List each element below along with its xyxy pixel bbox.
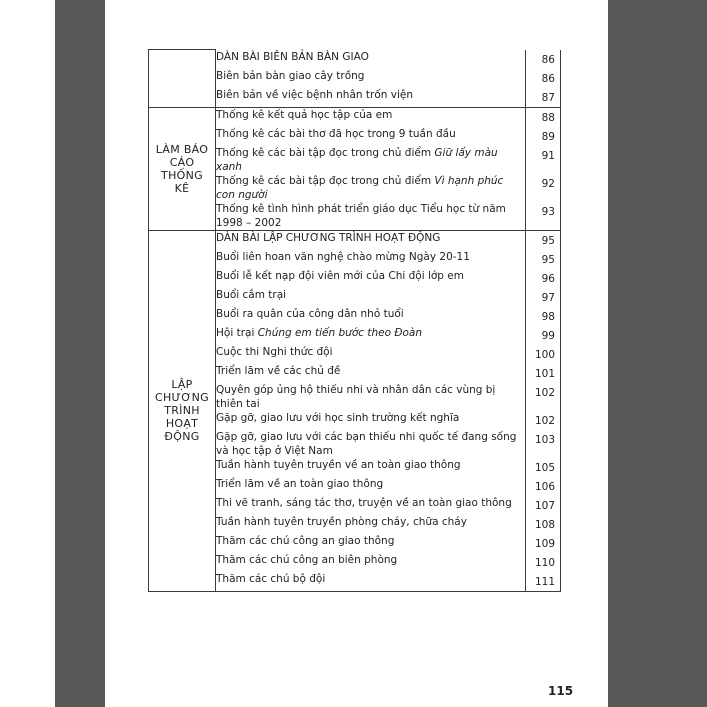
entry-title-text: Thống kê tình hình phát triển giáo dục Tiểu học từ năm 1998 – 2002	[216, 202, 506, 229]
entry-page-number: 98	[526, 307, 561, 326]
entry-page-number: 105	[526, 458, 561, 477]
section-label-line: HOẠT	[165, 417, 199, 430]
entry-title	[216, 288, 526, 307]
entry-title	[216, 127, 526, 146]
entry-page-number: 89	[526, 127, 561, 146]
entry-page-number: 91	[526, 146, 561, 174]
entry-page-number: 97	[526, 288, 561, 307]
entry-title-text: Triển lãm về an toàn giao thông	[216, 477, 384, 490]
entry-page-number: 96	[526, 269, 561, 288]
section-label	[149, 107, 216, 230]
entry-title	[216, 107, 526, 127]
entry-title	[216, 515, 526, 534]
entry-title-text: Hội trại	[216, 326, 258, 339]
section-label-line: LẬP	[171, 378, 193, 391]
entry-title	[216, 430, 526, 458]
section-label-line: CÁO	[169, 155, 195, 169]
entry-title	[216, 326, 526, 345]
entry-title-text: Quyên góp ủng hộ thiếu nhi và nhân dân các vùng bị thiên tai	[216, 383, 496, 410]
entry-title-italic: Chúng em tiến bước theo Đoàn	[257, 326, 423, 339]
entry-page-number: 99	[526, 326, 561, 345]
entry-title	[216, 250, 526, 269]
entry-title	[216, 88, 526, 108]
entry-title-text: Thi vẽ tranh, sáng tác thơ, truyện về an toàn giao thông	[216, 496, 512, 509]
entry-page-number: 95	[526, 250, 561, 269]
entry-page-number: 86	[526, 69, 561, 88]
entry-page-number: 102	[526, 411, 561, 430]
page-number: 115	[548, 684, 574, 698]
entry-page-number: 95	[526, 230, 561, 250]
section-label-line: THỐNG	[161, 168, 203, 182]
entry-title-text: Thống kê các bài tập đọc trong chủ điểm	[216, 146, 435, 159]
entry-title	[216, 572, 526, 592]
section-label-line: CHƯƠNG	[155, 391, 209, 404]
entry-page-number: 93	[526, 202, 561, 231]
section-label-line: TRÌNH	[164, 404, 200, 417]
entry-title	[216, 269, 526, 288]
entry-page-number: 103	[526, 430, 561, 458]
entry-title-text: Thăm các chú công an biên phòng	[216, 553, 398, 566]
entry-title	[216, 364, 526, 383]
entry-title	[216, 69, 526, 88]
entry-title-text: Thống kê kết quả học tập của em	[216, 108, 393, 121]
left-border-bar	[55, 0, 105, 707]
entry-page-number: 109	[526, 534, 561, 553]
entry-title	[216, 230, 526, 250]
entry-title	[216, 534, 526, 553]
section-label-line: ĐỘNG	[164, 430, 200, 443]
section-label	[149, 230, 216, 591]
entry-title-text: Biên bản về việc bệnh nhân trốn viện	[216, 88, 413, 101]
entry-title	[216, 496, 526, 515]
entry-title-text: Tuần hành tuyên truyền phòng cháy, chữa cháy	[216, 515, 467, 528]
section-label	[149, 50, 216, 108]
table-of-contents	[148, 49, 561, 592]
entry-page-number: 100	[526, 345, 561, 364]
entry-title	[216, 553, 526, 572]
entry-title-text: Thống kê các bài tập đọc trong chủ điểm	[216, 174, 435, 187]
entry-page-number: 106	[526, 477, 561, 496]
entry-title	[216, 383, 526, 411]
entry-title-text: Gặp gỡ, giao lưu với học sinh trường kết nghĩa	[216, 411, 460, 424]
entry-title-text: Buổi lễ kết nạp đội viên mới của Chi đội lớp em	[216, 269, 464, 282]
entry-title-text: Buổi ra quân của công dân nhỏ tuổi	[216, 307, 404, 320]
entry-title	[216, 458, 526, 477]
entry-page-number: 92	[526, 174, 561, 202]
entry-page-number: 86	[526, 50, 561, 69]
entry-title-text: Gặp gỡ, giao lưu với các bạn thiếu nhi quốc tế đang sống và học tập ở Việt Nam	[216, 430, 517, 457]
entry-title-italic: Vì hạnh phúc con người	[216, 174, 504, 201]
entry-title-text: Thăm các chú bộ đội	[216, 572, 326, 585]
entry-title	[216, 50, 526, 69]
entry-title-text: Triển lãm về các chủ đề	[216, 364, 341, 377]
entry-title-text: Cuộc thi Nghi thức đội	[216, 345, 333, 358]
entry-page-number: 87	[526, 88, 561, 108]
entry-page-number: 88	[526, 107, 561, 127]
section-label-line: LÀM BÁO	[155, 142, 209, 156]
entry-title	[216, 477, 526, 496]
entry-title-text: Buổi liên hoan văn nghệ chào mừng Ngày 20-11	[216, 250, 470, 263]
right-border-bar	[608, 0, 707, 707]
entry-title	[216, 411, 526, 430]
entry-title-text: Biên bản bàn giao cây trồng	[216, 69, 365, 82]
entry-page-number: 101	[526, 364, 561, 383]
entry-page-number: 102	[526, 383, 561, 411]
entry-title	[216, 345, 526, 364]
entry-title-text: DÀN BÀI BIÊN BẢN BÀN GIAO	[216, 50, 369, 63]
entry-page-number: 108	[526, 515, 561, 534]
entry-title	[216, 146, 526, 174]
table-row	[149, 107, 561, 127]
entry-title	[216, 174, 526, 202]
entry-title	[216, 307, 526, 326]
entry-title-text: DÀN BÀI LẬP CHƯƠNG TRÌNH HOẠT ĐỘNG	[216, 231, 441, 244]
entry-page-number: 107	[526, 496, 561, 515]
table-row	[149, 230, 561, 250]
entry-page-number: 111	[526, 572, 561, 592]
section-label-line: KÊ	[174, 181, 190, 195]
entry-title-text: Thống kê các bài thơ đã học trong 9 tuần đầu	[216, 127, 456, 140]
entry-title	[216, 202, 526, 231]
entry-title-text: Buổi cắm trại	[216, 288, 287, 301]
table-row	[149, 50, 561, 69]
entry-page-number: 110	[526, 553, 561, 572]
entry-title-text: Thăm các chú công an giao thông	[216, 534, 395, 547]
entry-title-text: Tuần hành tuyên truyền về an toàn giao thông	[216, 458, 461, 471]
entry-title-italic: Giữ lấy màu xanh	[216, 146, 498, 173]
